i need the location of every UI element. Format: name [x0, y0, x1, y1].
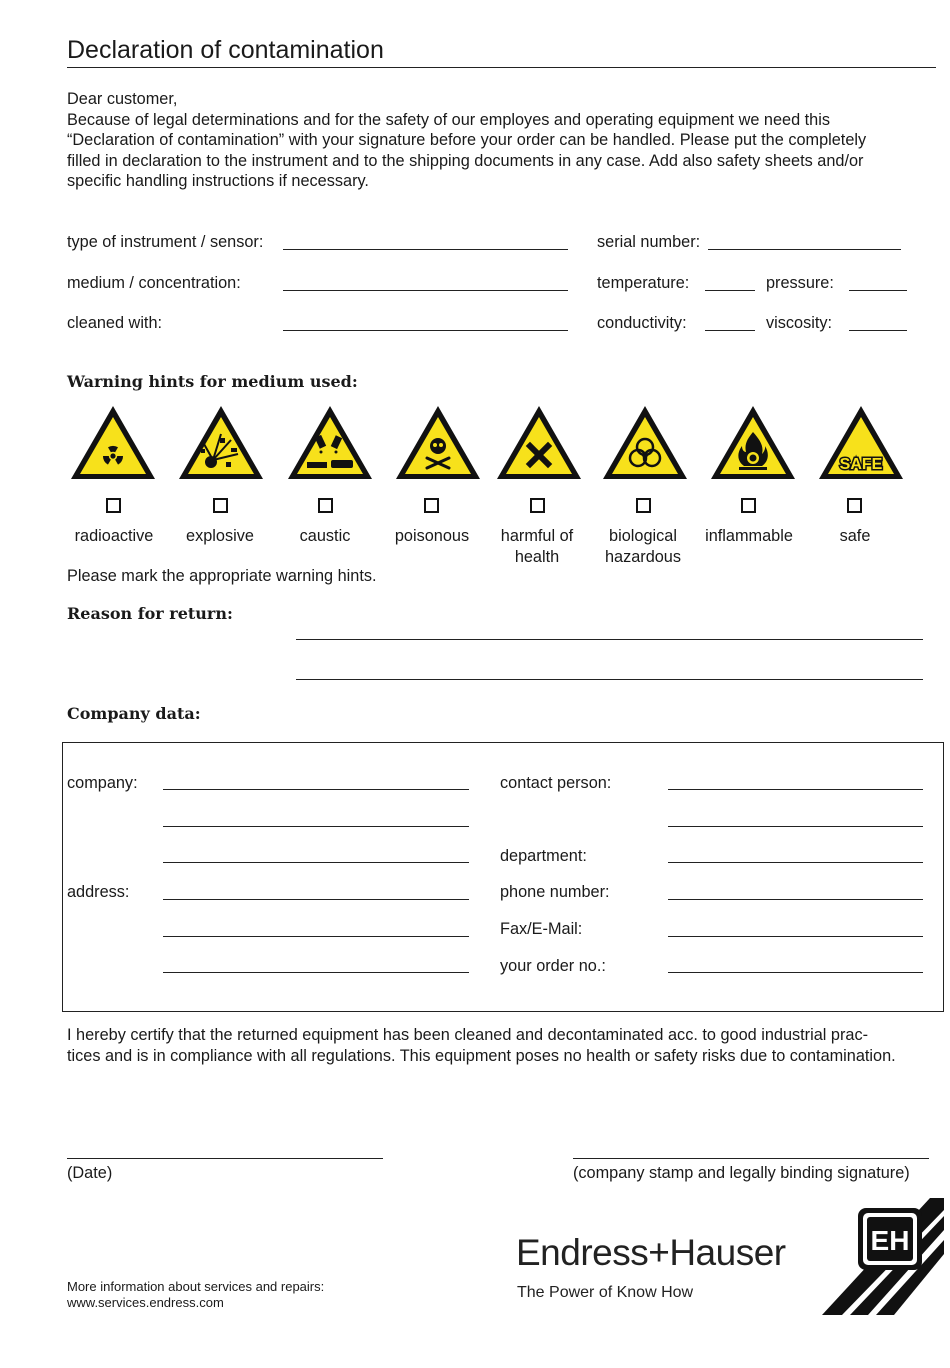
brand-logo	[820, 1168, 944, 1318]
date-label: (Date)	[67, 1164, 113, 1182]
order-field[interactable]	[668, 972, 923, 973]
footer-info-line: www.services.endress.com	[67, 1295, 224, 1310]
safe-label: safe	[839, 527, 871, 545]
reason-heading: Reason for return:	[67, 604, 233, 623]
caustic-icon	[285, 402, 375, 482]
explosive-icon	[176, 402, 266, 482]
harmful-label-line: health	[514, 547, 560, 566]
temperature-field[interactable]	[705, 290, 755, 291]
biohazard-label	[588, 526, 698, 567]
fax-label: Fax/E-Mail:	[500, 920, 583, 938]
warning-heading: Warning hints for medium used:	[67, 372, 358, 391]
brand-tagline: The Power of Know How	[517, 1284, 694, 1301]
date-field[interactable]	[67, 1158, 383, 1159]
harmful-label-line: harmful of	[500, 527, 574, 545]
flammable-icon	[708, 402, 798, 482]
footer-info-line: More information about services and repairs:	[67, 1279, 325, 1294]
title-divider	[67, 67, 936, 68]
company-heading: Company data:	[67, 704, 201, 723]
intro-text	[67, 89, 937, 192]
flammable-label: inflammable	[705, 527, 793, 545]
intro-line: “Declaration of contamination” with your signature before your order can be handled. Please put the completely	[67, 131, 867, 149]
brand-name: Endress+Hauser	[516, 1232, 786, 1273]
certification-text	[67, 1025, 947, 1066]
radioactive-label: radioactive	[74, 527, 154, 545]
flammable-checkbox[interactable]	[741, 498, 756, 513]
contact-label: contact person:	[500, 774, 612, 792]
intro-line: filled in declaration to the instrument and to the shipping documents in any case. Add also safety sheets and/or	[67, 151, 864, 170]
medium-field[interactable]	[283, 290, 568, 291]
medium-label: medium / concentration:	[67, 274, 241, 292]
contact-field[interactable]	[668, 789, 923, 790]
intro-line: Dear customer,	[67, 90, 178, 108]
serial-field[interactable]	[708, 249, 901, 250]
poisonous-label: poisonous	[394, 527, 470, 545]
caustic-checkbox[interactable]	[318, 498, 333, 513]
type-label: type of instrument / sensor:	[67, 233, 264, 251]
logo-letters: EH	[870, 1225, 910, 1256]
temperature-label: temperature:	[597, 274, 690, 292]
company-label: company:	[67, 774, 138, 792]
company-field[interactable]	[163, 826, 469, 827]
conductivity-label: conductivity:	[597, 314, 687, 332]
biohazard-icon	[600, 402, 690, 482]
reason-field[interactable]	[296, 679, 923, 680]
poisonous-icon	[393, 402, 483, 482]
certification-line: tices and is in compliance with all regulations. This equipment poses no health or safety risks due to contamination.	[67, 1046, 896, 1065]
biohazard-label-line: biological	[609, 527, 677, 545]
explosive-checkbox[interactable]	[213, 498, 228, 513]
intro-line: specific handling instructions if necessary.	[67, 172, 369, 190]
explosive-label: explosive	[186, 527, 254, 545]
order-label: your order no.:	[500, 957, 606, 975]
safe-icon	[816, 402, 906, 482]
contact-field[interactable]	[668, 826, 923, 827]
harmful-icon	[494, 402, 584, 482]
biohazard-checkbox[interactable]	[636, 498, 651, 513]
cleaned-label: cleaned with:	[67, 314, 163, 332]
radioactive-checkbox[interactable]	[106, 498, 121, 513]
phone-field[interactable]	[668, 899, 923, 900]
safe-sign-text: SAFE	[839, 456, 883, 473]
viscosity-label: viscosity:	[766, 314, 833, 332]
address-field[interactable]	[163, 972, 469, 973]
warning-note: Please mark the appropriate warning hints.	[67, 567, 377, 585]
harmful-checkbox[interactable]	[530, 498, 545, 513]
pressure-field[interactable]	[849, 290, 907, 291]
signature-field[interactable]	[573, 1158, 929, 1159]
footer-info	[67, 1279, 324, 1311]
safe-checkbox[interactable]	[847, 498, 862, 513]
fax-field[interactable]	[668, 936, 923, 937]
cleaned-field[interactable]	[283, 330, 568, 331]
company-field[interactable]	[163, 789, 469, 790]
phone-label: phone number:	[500, 883, 610, 901]
address-label: address:	[67, 883, 130, 901]
department-label: department:	[500, 847, 587, 865]
biohazard-label-line: hazardous	[604, 547, 682, 566]
pressure-label: pressure:	[766, 274, 834, 292]
signature-label: (company stamp and legally binding signature)	[573, 1164, 910, 1182]
department-field[interactable]	[668, 862, 923, 863]
caustic-label: caustic	[299, 527, 351, 545]
type-field[interactable]	[283, 249, 568, 250]
harmful-label	[482, 526, 592, 567]
conductivity-field[interactable]	[705, 330, 755, 331]
company-field[interactable]	[163, 862, 469, 863]
address-field[interactable]	[163, 899, 469, 900]
viscosity-field[interactable]	[849, 330, 907, 331]
page-title: Declaration of contamination	[67, 36, 384, 64]
certification-line: I hereby certify that the returned equipment has been cleaned and decontaminated acc. to good industrial prac-	[67, 1026, 869, 1044]
serial-label: serial number:	[597, 233, 701, 251]
radioactive-icon	[68, 402, 158, 482]
intro-line: Because of legal determinations and for the safety of our employes and operating equipment we need this	[67, 110, 830, 129]
address-field[interactable]	[163, 936, 469, 937]
poisonous-checkbox[interactable]	[424, 498, 439, 513]
reason-field[interactable]	[296, 639, 923, 640]
